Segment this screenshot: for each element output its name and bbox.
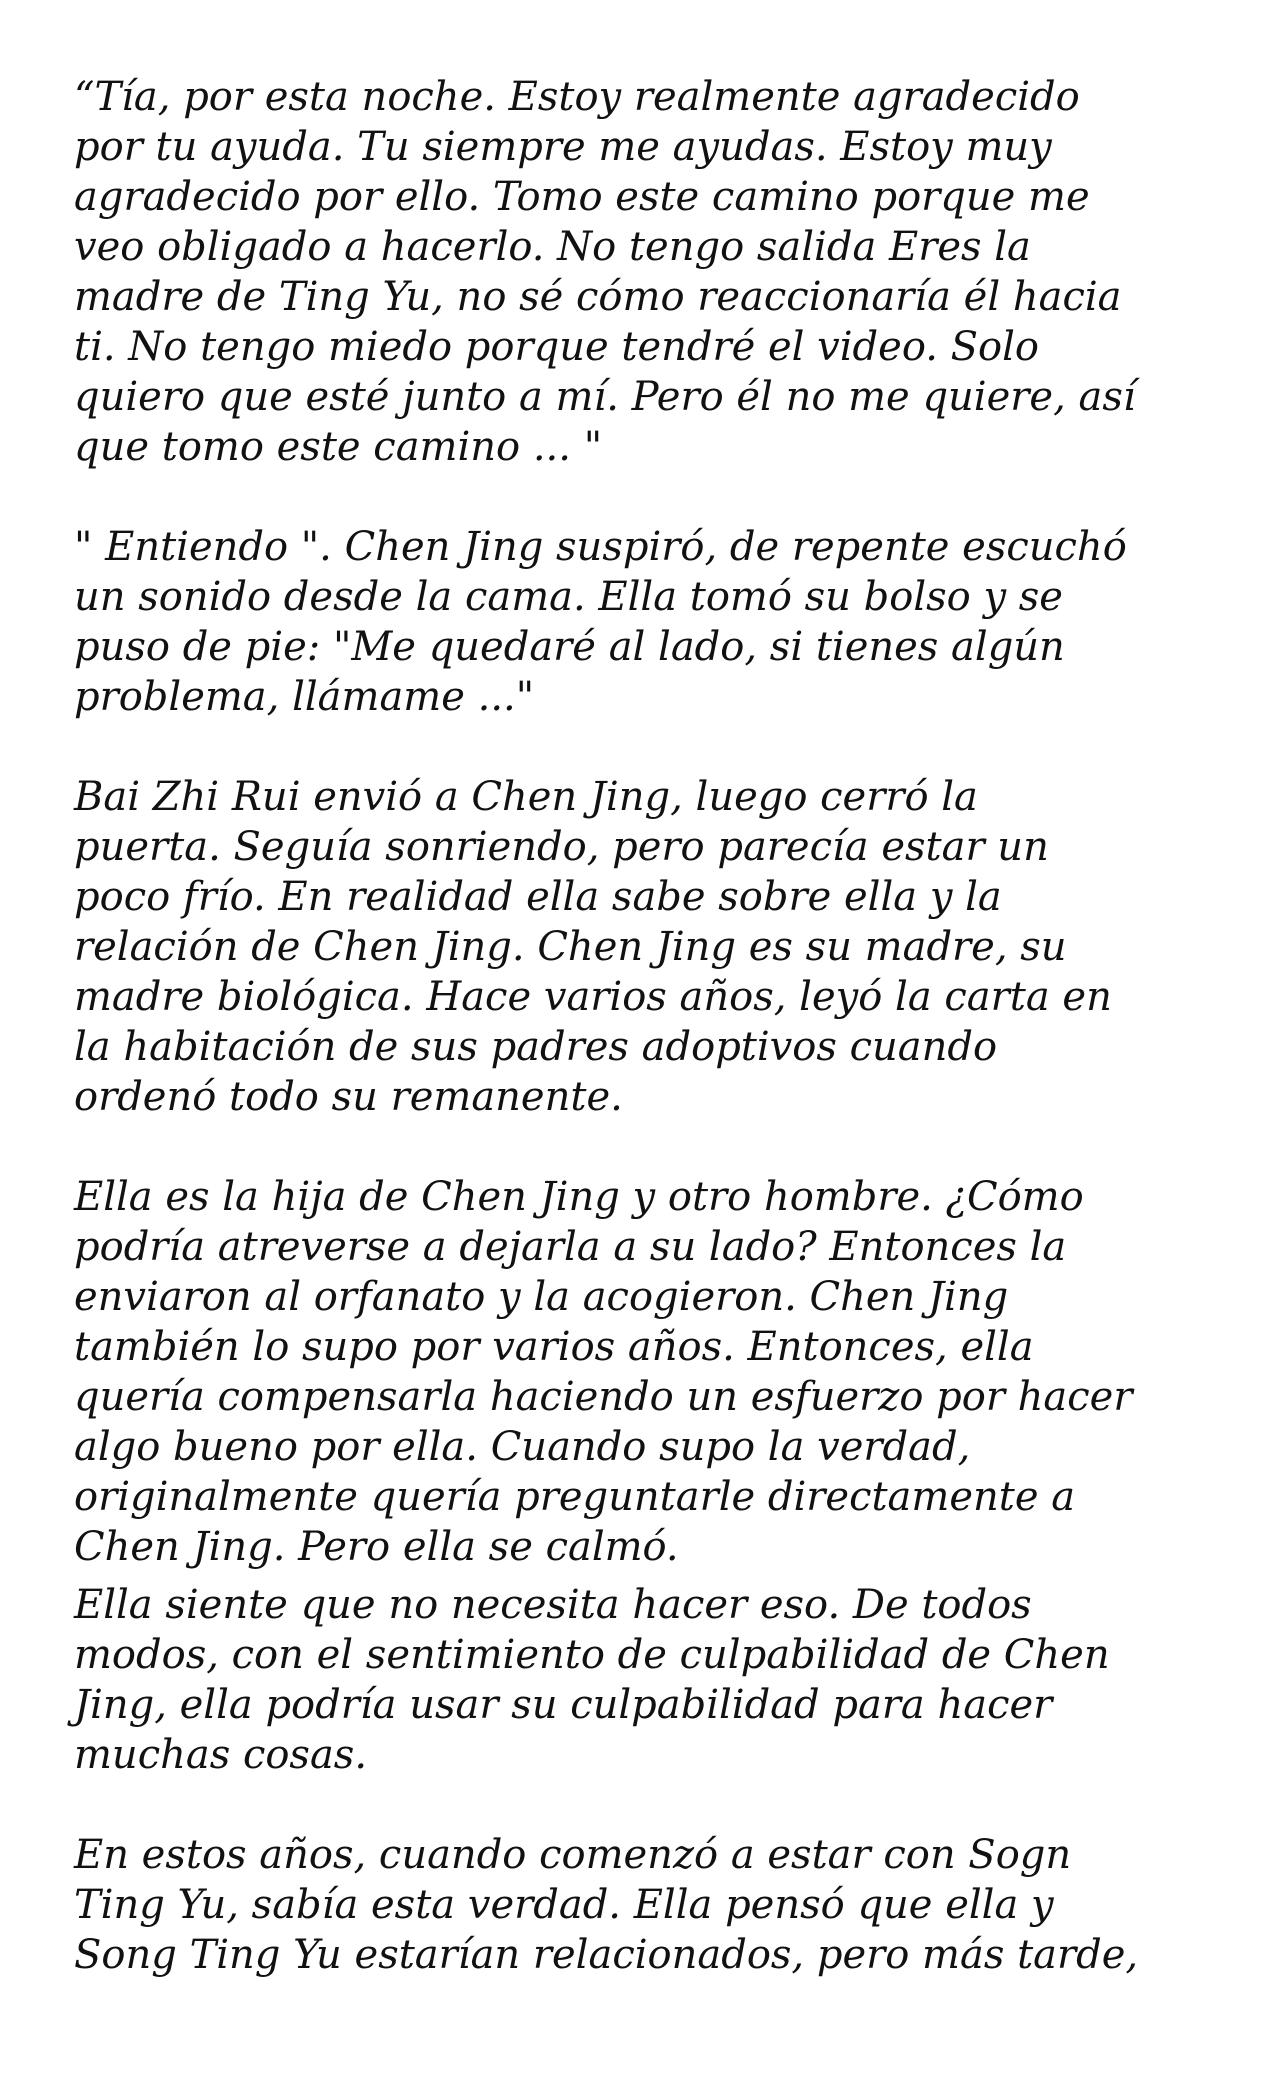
paragraph-1: “Tía, por esta noche. Estoy realmente agradecido por tu ayuda. Tu siempre me ayudas. Estoy muy agradecido por ello. Tomo este camino porque me veo obligado a hacerlo. No tengo salida Eres la madre de Ting Yu, no sé cómo reaccionaría él hacia ti. No tengo miedo porque tendré el video. Solo quiero que esté junto a mí. Pero él no me quiere, así que tomo este camino ... " bbox=[74, 74, 1136, 470]
paragraph-gap bbox=[74, 472, 1224, 522]
paragraph-gap bbox=[74, 722, 1224, 772]
document-page bbox=[74, 72, 1224, 1980]
paragraph-gap bbox=[74, 1780, 1224, 1830]
paragraph-5: Ella siente que no necesita hacer eso. De todos modos, con el sentimiento de culpabilidad de Chen Jing, ella podría usar su culpabilidad para hacer muchas cosas. bbox=[74, 1582, 1110, 1778]
paragraph-3: Bai Zhi Rui envió a Chen Jing, luego cerró la puerta. Seguía sonriendo, pero parecía estar un poco frío. En realidad ella sabe sobre ella y la relación de Chen Jing. Chen Jing es su madre, su madre biológica. Hace varios años, leyó la carta en la habitación de sus padres adoptivos cuando ordenó todo su remanente. bbox=[74, 774, 1112, 1120]
paragraph-gap bbox=[74, 1122, 1224, 1172]
paragraph-6: En estos años, cuando comenzó a estar con Sogn Ting Yu, sabía esta verdad. Ella pensó que ella y Song Ting Yu estarían relacionados, pero más tarde, bbox=[74, 1832, 1139, 1978]
paragraph-2: " Entiendo ". Chen Jing suspiró, de repente escuchó un sonido desde la cama. Ella tomó su bolso y se puso de pie: "Me quedaré al lado, si tienes algún problema, llámame ..." bbox=[74, 524, 1127, 720]
paragraph-gap bbox=[74, 1572, 1224, 1580]
paragraph-4: Ella es la hija de Chen Jing y otro hombre. ¿Cómo podría atreverse a dejarla a su lado? Entonces la enviaron al orfanato y la acogieron. Chen Jing también lo supo por varios años. Entonces, ella quería compensarla haciendo un esfuerzo por hacer algo bueno por ella. Cuando supo la verdad, originalmente quería preguntarle directamente a Chen Jing. Pero ella se calmó. bbox=[74, 1174, 1133, 1570]
